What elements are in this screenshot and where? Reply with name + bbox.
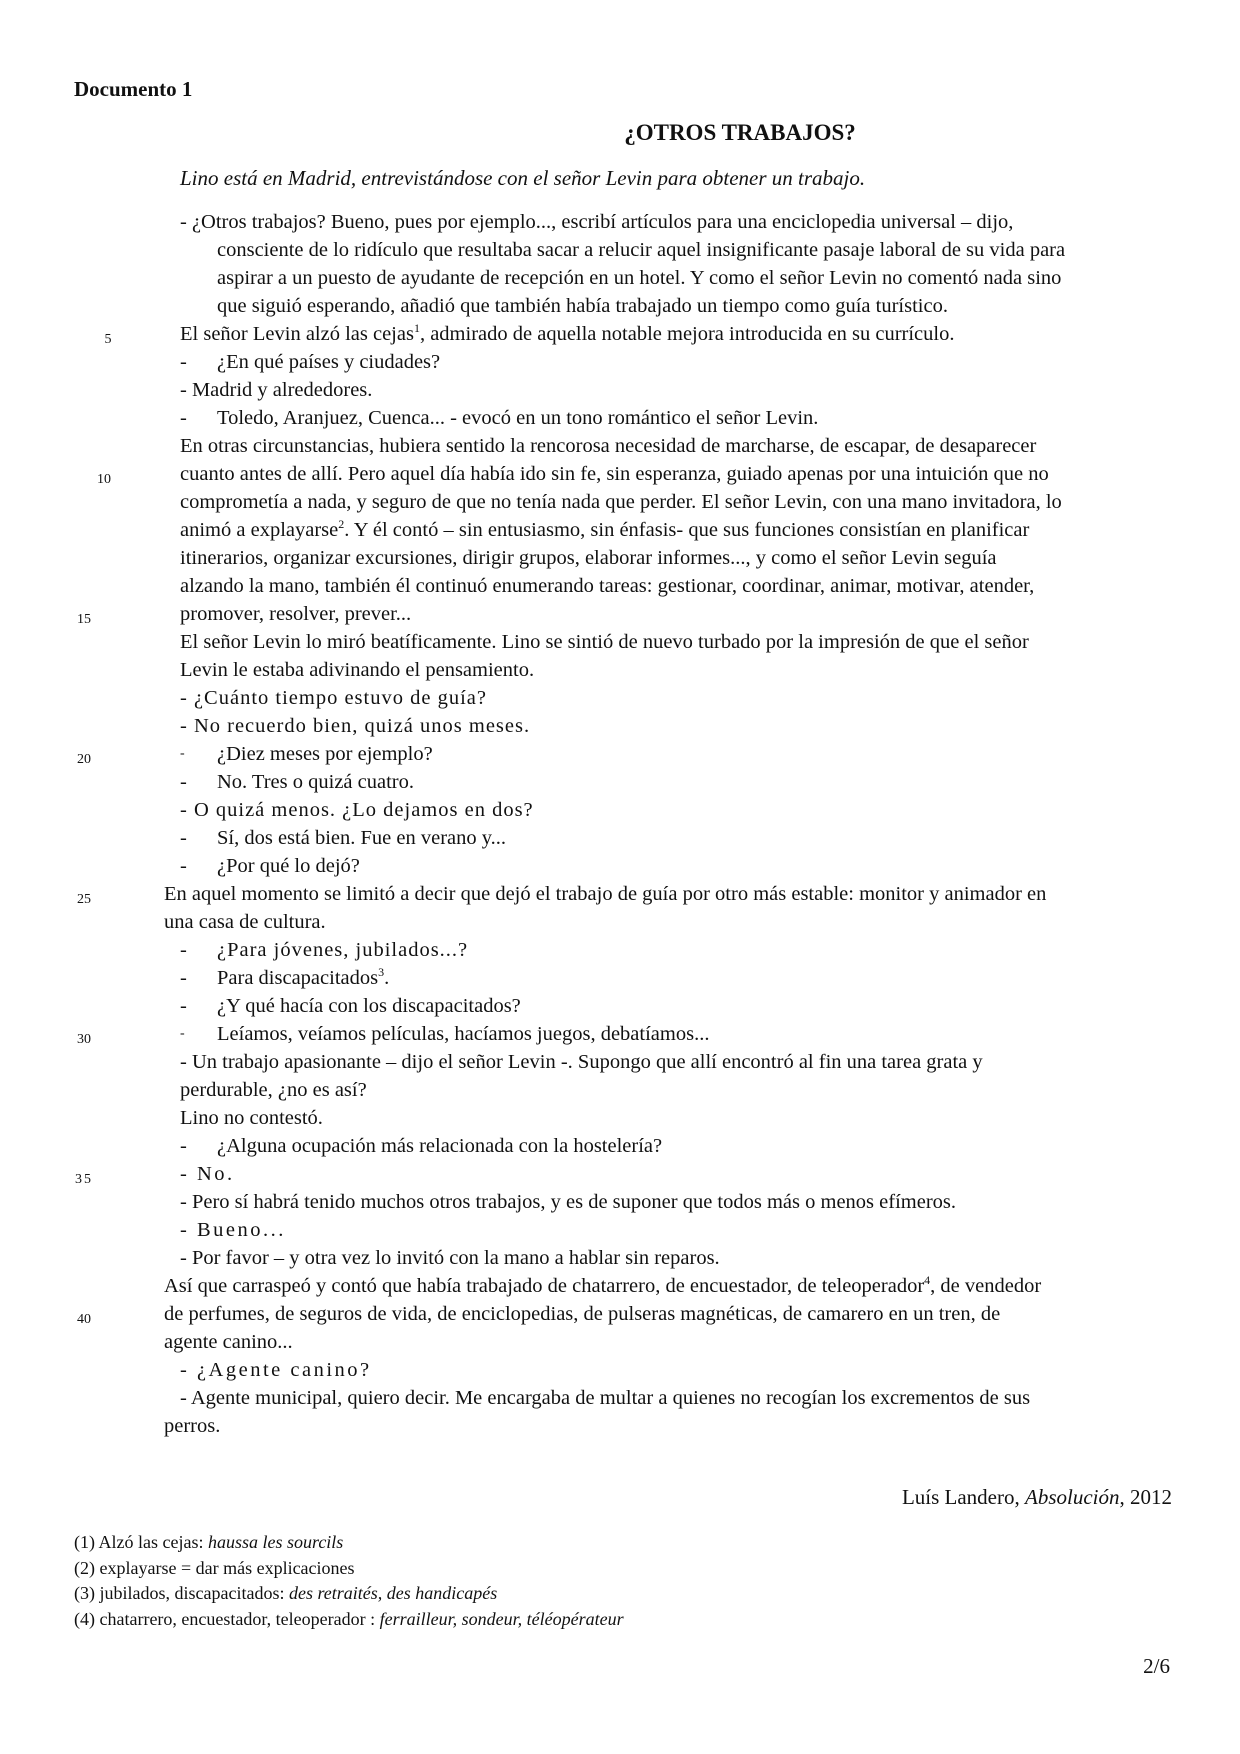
text-line: No. Tres o quizá cuatro.	[217, 771, 415, 793]
text-line: agente canino...	[164, 1331, 293, 1353]
document-label: Documento 1	[74, 77, 193, 101]
footnote-translation: des retraités, des handicapés	[288, 1583, 498, 1603]
footnote-mark: 4	[924, 1273, 931, 1288]
text-line: - Un trabajo apasionante – dijo el señor Levin -. Supongo que allí encontró al fin una tarea grata y	[180, 1051, 983, 1073]
text-line: - No recuerdo bien, quizá unos meses.	[180, 715, 531, 737]
text-line: perros.	[164, 1415, 221, 1437]
footnote-text: (1) Alzó las cejas:	[74, 1532, 208, 1552]
dialogue-dash: -	[180, 351, 187, 373]
text-line: El señor Levin lo miró beatíficamente. Lino se sintió de nuevo turbado por la impresión de que el señor	[180, 631, 1029, 653]
text-line: - Madrid y alrededores.	[180, 379, 373, 401]
footnote-mark: 2	[338, 517, 345, 532]
dialogue-dash: -	[180, 1026, 185, 1041]
dialogue-dash: -	[180, 827, 187, 849]
footnote	[74, 1607, 624, 1633]
footnote	[74, 1556, 624, 1582]
dialogue-dash: -	[180, 1135, 187, 1157]
text-segment: Así que carraspeó y contó que había trabajado de chatarrero, de encuestador, de teleoperador	[164, 1275, 925, 1297]
text-line: ¿Por qué lo dejó?	[217, 855, 360, 877]
text-line: aspirar a un puesto de ayudante de recepción en un hotel. Y como el señor Levin no comentó nada sino	[217, 267, 1062, 289]
text-line: - O quizá menos. ¿Lo dejamos en dos?	[180, 799, 534, 821]
citation-work: Absolución	[1025, 1485, 1120, 1509]
text-line: - ¿Otros trabajos? Bueno, pues por ejemplo..., escribí artículos para una enciclopedia universal – dijo,	[180, 211, 1014, 233]
text-line: Toledo, Aranjuez, Cuenca... - evocó en un tono romántico el señor Levin.	[217, 407, 819, 429]
footnote-text: (4) chatarrero, encuestador, teleoperador :	[74, 1608, 380, 1629]
text-line: una casa de cultura.	[164, 911, 326, 933]
text-line: Levin le estaba adivinando el pensamiento.	[180, 659, 535, 681]
dialogue-dash: -	[180, 746, 185, 761]
dialogue-dash: -	[180, 995, 187, 1017]
text-segment: , de vendedor	[930, 1275, 1042, 1297]
dialogue-dash: -	[180, 939, 187, 961]
text-line: ¿En qué países y ciudades?	[217, 351, 441, 373]
text-segment: .	[384, 967, 390, 989]
footnote	[74, 1530, 624, 1556]
text-segment: , admirado de aquella notable mejora introducida en su currículo.	[419, 323, 955, 345]
text-line: que siguió esperando, añadió que también había trabajado un tiempo como guía turístico.	[217, 295, 948, 317]
text-line	[180, 516, 1029, 544]
intro-text: Lino está en Madrid, entrevistándose con el señor Levin para obtener un trabajo.	[180, 166, 866, 190]
line-number: 25	[77, 892, 91, 907]
footnote-mark: 1	[413, 321, 420, 336]
text-line	[217, 964, 389, 992]
line-number: 35	[75, 1172, 93, 1187]
text-line: - Por favor – y otra vez lo invitó con la mano a hablar sin reparos.	[180, 1247, 720, 1269]
dialogue-dash: -	[180, 967, 187, 989]
line-number: 15	[77, 612, 91, 627]
text-line: de perfumes, de seguros de vida, de enciclopedias, de pulseras magnéticas, de camarero en un tren, de	[164, 1303, 1001, 1325]
text-segment: Para discapacitados	[217, 967, 379, 989]
footnote	[74, 1581, 624, 1607]
text-line: En aquel momento se limitó a decir que dejó el trabajo de guía por otro más estable: monitor y animador en	[164, 883, 1047, 905]
page-title: ¿OTROS TRABAJOS?	[624, 120, 856, 145]
line-number: 20	[77, 752, 91, 767]
text-line: promover, resolver, prever...	[180, 603, 412, 625]
footnote-translation: haussa les sourcils	[207, 1532, 344, 1552]
text-line: itinerarios, organizar excursiones, dirigir grupos, elaborar informes..., y como el señor Levin seguía	[180, 547, 997, 569]
footnotes	[74, 1530, 624, 1632]
text-line: Leíamos, veíamos películas, hacíamos juegos, debatíamos...	[217, 1023, 710, 1045]
footnote-text: (3) jubilados, discapacitados:	[74, 1583, 289, 1603]
dialogue-dash: -	[180, 407, 187, 429]
citation-author: Luís Landero,	[901, 1485, 1025, 1509]
footnote-translation: ferrailleur, sondeur, téléopérateur	[379, 1608, 624, 1629]
text-line	[180, 320, 954, 348]
line-number: 30	[77, 1032, 91, 1047]
text-line: cuanto antes de allí. Pero aquel día había ido sin fe, sin esperanza, guiado apenas por una intuición que no	[180, 463, 1049, 485]
text-line	[164, 1272, 1041, 1300]
text-line: ¿Y qué hacía con los discapacitados?	[217, 995, 521, 1017]
citation-year: , 2012	[1119, 1485, 1172, 1509]
text-line: alzando la mano, también él continuó enumerando tareas: gestionar, coordinar, animar, motivar, atender,	[180, 575, 1035, 597]
text-line: - Pero sí habrá tenido muchos otros trabajos, y es de suponer que todos más o menos efímeros.	[180, 1191, 956, 1213]
page-number: 2/6	[1143, 1654, 1170, 1678]
text-line: ¿Para jóvenes, jubilados...?	[217, 939, 469, 961]
text-line: Sí, dos está bien. Fue en verano y...	[217, 827, 507, 849]
dialogue-dash: -	[180, 855, 187, 877]
text-segment: El señor Levin alzó las cejas	[180, 323, 414, 345]
text-segment: . Y él contó – sin entusiasmo, sin énfasis- que sus funciones consistían en planificar	[344, 519, 1030, 541]
dialogue-dash: -	[180, 771, 187, 793]
text-line: Lino no contestó.	[180, 1107, 323, 1129]
text-segment: animó a explayarse	[180, 519, 339, 541]
text-line: ¿Diez meses por ejemplo?	[217, 743, 433, 765]
line-number: 40	[77, 1312, 91, 1327]
text-line: comprometía a nada, y seguro de que no tenía nada que perder. El señor Levin, con una mano invitadora, lo	[180, 491, 1062, 513]
footnote-text: (2) explayarse = dar más explicaciones	[74, 1557, 355, 1578]
text-line: En otras circunstancias, hubiera sentido la rencorosa necesidad de marcharse, de escapar, de desaparecer	[180, 435, 1037, 457]
text-line: - Agente municipal, quiero decir. Me encargaba de multar a quienes no recogían los excrementos de sus	[180, 1387, 1031, 1409]
text-line: - No.	[180, 1163, 235, 1185]
line-number: 10	[97, 472, 111, 487]
citation	[902, 1485, 1172, 1510]
text-line: - ¿Agente canino?	[180, 1359, 372, 1381]
footnote-mark: 3	[378, 965, 385, 980]
text-line: - Bueno...	[180, 1219, 286, 1241]
text-line: - ¿Cuánto tiempo estuvo de guía?	[180, 687, 487, 709]
line-number: 5	[104, 332, 112, 347]
text-line: ¿Alguna ocupación más relacionada con la hostelería?	[217, 1135, 663, 1157]
text-line: perdurable, ¿no es así?	[180, 1079, 367, 1101]
text-line: consciente de lo ridículo que resultaba sacar a relucir aquel insignificante pasaje laboral de su vida para	[217, 239, 1066, 261]
